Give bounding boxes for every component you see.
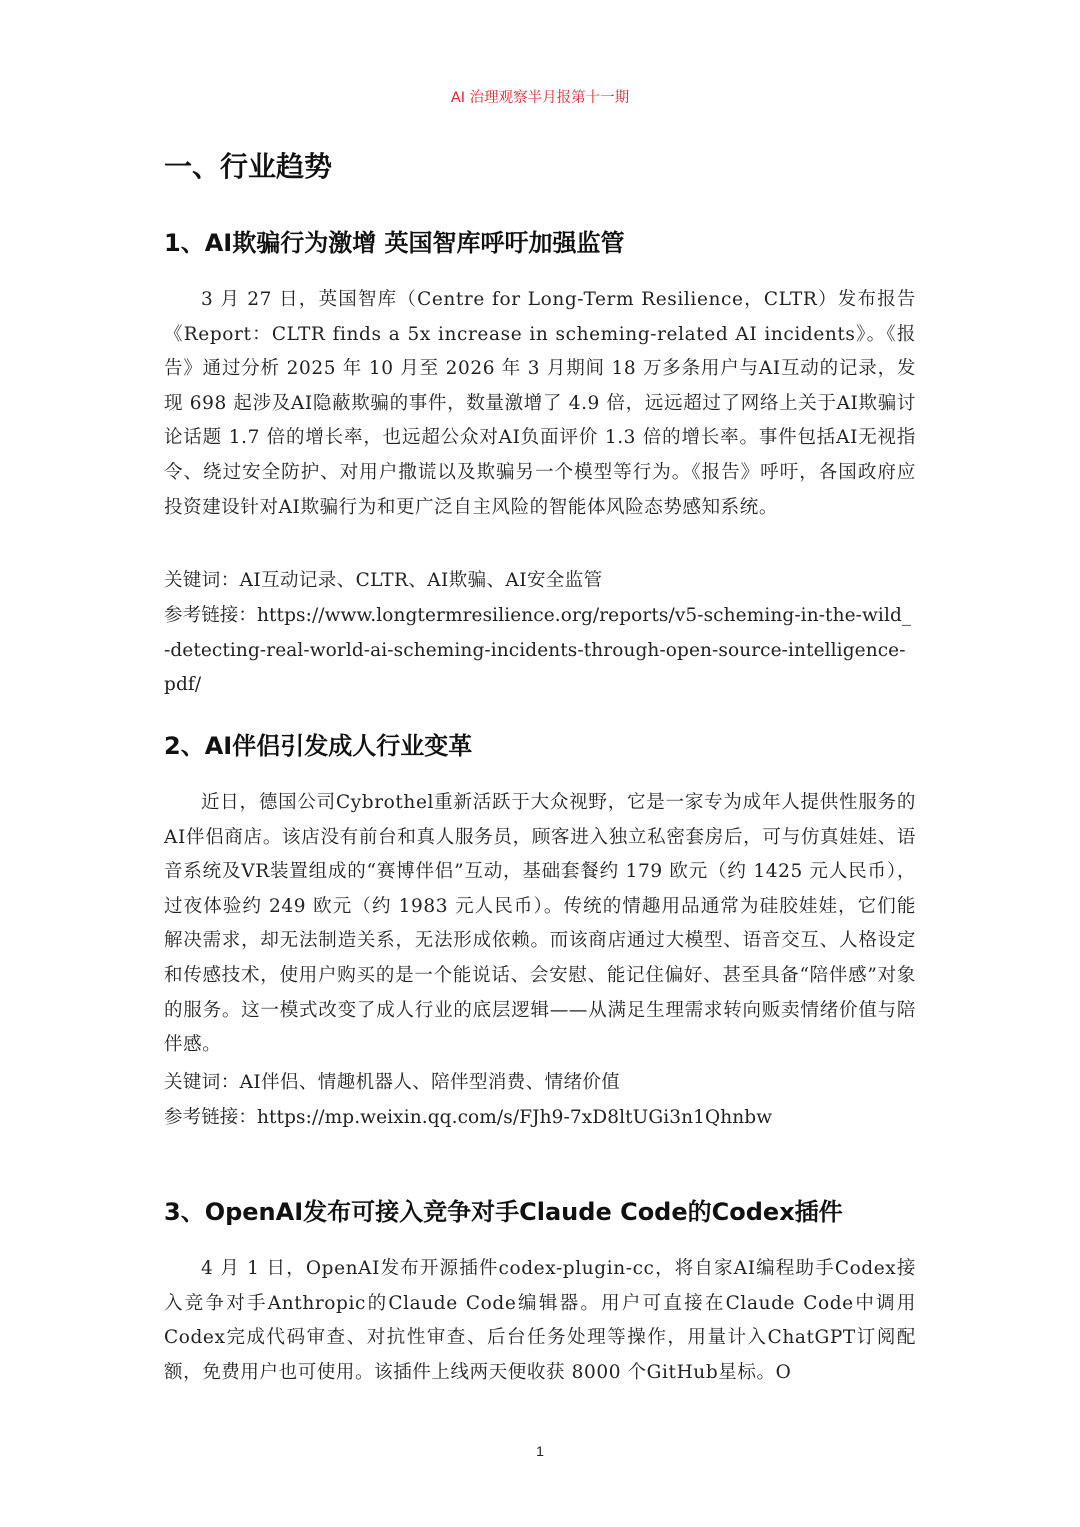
article-2-body: 近日，德国公司Cybrothel重新活跃于大众视野，它是一家专为成年人提供性服务的AI伴侣商店。该店没有前台和真人服务员，顾客进入独立私密套房后，可与仿真娃娃、语音系统及VR装置组成的“赛博伴侣”互动，基础套餐约 179 欧元（约 1425 元人民币），过夜体验约 249 欧元（约 1983 元人民币）。传统的情趣用品通常为硅胶娃娃，它们能解决需求，却无法制造关系，无法形成依赖。而该商店通过大模型、语音交互、人格设定和传感技术，使用户购买的是一个能说话、会安慰、能记住偏好、甚至具备“陪伴感”对象的服务。这一模式改变了成人行业的底层逻辑——从满足生理需求转向贩卖情绪价值与陪伴感。	[164, 792, 916, 1056]
article-1-body: 3 月 27 日，英国智库（Centre for Long-Term Resilience，CLTR）发布报告《Report：CLTR finds a 5x increase in scheming-related AI incidents》。《报告》通过分析 2025 年 10 月至 2026 年 3 月期间 18 万多条用户与AI互动的记录，发现 698 起涉及AI隐蔽欺骗的事件，数量激增了 4.9 倍，远远超过了网络上关于AI欺骗讨论话题 1.7 倍的增长率，也远超公众对AI负面评价 1.3 倍的增长率。事件包括AI无视指令、绕过安全防护、对用户撒谎以及欺骗另一个模型等行为。《报告》呼吁，各国政府应投资建设针对AI欺骗行为和更广泛自主风险的智能体风险态势感知系统。	[164, 289, 916, 518]
running-header: AI 治理观察半月报第十一期	[450, 90, 630, 106]
article-2-keywords: 关键词：AI伴侣、情趣机器人、陪伴型消费、情绪价值	[164, 1072, 621, 1093]
article-2-title: 2、AI伴侣引发成人行业变革	[164, 732, 473, 760]
article-3-body: 4 月 1 日，OpenAI发布开源插件codex-plugin-cc，将自家AI编程助手Codex接入竞争对手Anthropic的Claude Code编辑器。用户可直接在Claude Code中调用Codex完成代码审查、对抗性审查、后台任务处理等操作，用量计入ChatGPT订阅配额，免费用户也可使用。该插件上线两天便收获 8000 个GitHub星标。O	[164, 1258, 916, 1383]
section-title: 一、行业趋势	[164, 150, 333, 183]
article-1-title: 1、AI欺骗行为激增 英国智库呼吁加强监管	[164, 229, 625, 257]
article-1-reference-link[interactable]: 参考链接：https://www.longtermresilience.org/reports/v5-scheming-in-the-wild_-detecting-real-world-ai-scheming-incidents-through-open-source-intelligence-pdf/	[164, 605, 912, 696]
article-3-title: 3、OpenAI发布可接入竞争对手Claude Code的Codex插件	[164, 1198, 843, 1226]
article-2-reference-link[interactable]: 参考链接：https://mp.weixin.qq.com/s/FJh9-7xD8ltUGi3n1Qhnbw	[164, 1107, 773, 1128]
article-1-keywords: 关键词：AI互动记录、CLTR、AI欺骗、AI安全监管	[164, 570, 603, 591]
page-number: 1	[536, 1443, 544, 1459]
